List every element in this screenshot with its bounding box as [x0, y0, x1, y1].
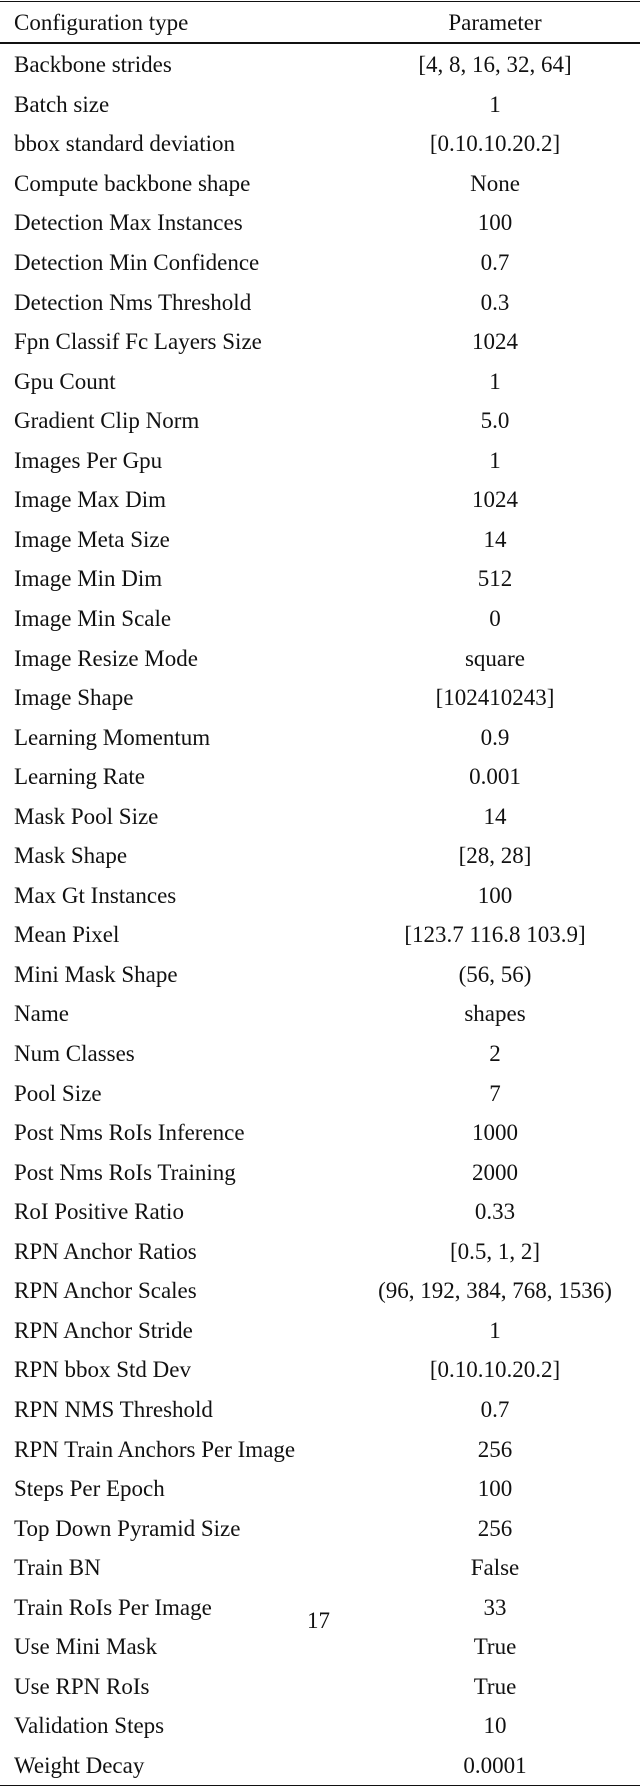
table-row	[0, 1707, 640, 1747]
parameter-cell: 33	[483, 1594, 507, 1620]
table-row	[0, 1548, 640, 1588]
parameter-cell: 0	[489, 605, 501, 631]
table-row	[0, 1469, 640, 1509]
parameter-cell: 0.7	[480, 250, 510, 276]
table-row	[0, 1390, 640, 1430]
config-type-cell: Detection Min Confidence	[14, 250, 260, 276]
config-type-cell: Gpu Count	[14, 368, 116, 394]
table-row	[0, 639, 640, 679]
table-row	[0, 1074, 640, 1114]
table-row	[0, 797, 640, 837]
parameter-cell: 256	[477, 1515, 513, 1541]
config-type-cell: RPN Train Anchors Per Image	[14, 1436, 296, 1462]
table-row	[0, 560, 640, 600]
parameter-cell: 100	[477, 882, 513, 908]
table-row	[0, 718, 640, 758]
parameter-cell: [4, 8, 16, 32, 64]	[418, 52, 572, 78]
table-row	[0, 243, 640, 283]
table-row	[0, 1667, 640, 1707]
table-row	[0, 916, 640, 956]
config-type-cell: Compute backbone shape	[14, 170, 251, 196]
parameter-cell: [0.5, 1, 2]	[449, 1238, 541, 1264]
header-parameter: Parameter	[448, 10, 542, 35]
parameter-cell: 1	[489, 91, 501, 117]
parameter-cell: 100	[477, 210, 513, 236]
parameter-cell: 0.7	[480, 1396, 510, 1422]
config-type-cell: bbox standard deviation	[14, 131, 236, 157]
config-type-cell: Post Nms RoIs Inference	[14, 1120, 245, 1146]
config-type-cell: Top Down Pyramid Size	[14, 1515, 241, 1541]
table-row	[0, 322, 640, 362]
parameter-cell: 0.0001	[463, 1752, 527, 1778]
config-type-cell: RPN Anchor Stride	[14, 1317, 193, 1343]
config-type-cell: RPN bbox Std Dev	[14, 1357, 191, 1383]
parameter-cell: 1	[489, 368, 501, 394]
parameter-cell: 10	[483, 1713, 507, 1739]
config-type-cell: Detection Max Instances	[14, 210, 243, 236]
table-row	[0, 85, 640, 125]
parameter-cell: 1024	[472, 329, 518, 355]
parameter-cell: 14	[483, 526, 507, 552]
config-type-cell: Post Nms RoIs Training	[14, 1159, 236, 1185]
table-row	[0, 678, 640, 718]
parameter-cell: square	[464, 645, 526, 671]
parameter-cell: 100	[477, 1476, 513, 1502]
config-type-cell: Learning Momentum	[14, 724, 211, 750]
parameter-cell: 2	[489, 1041, 501, 1067]
parameter-cell: 0.33	[474, 1199, 516, 1225]
table-header	[0, 4, 640, 42]
parameter-cell: 1000	[472, 1120, 518, 1146]
parameter-cell: 512	[477, 566, 513, 592]
table-row	[0, 125, 640, 165]
config-type-cell: Weight Decay	[14, 1752, 145, 1778]
config-type-cell: Mini Mask Shape	[14, 961, 178, 987]
config-type-cell: Steps Per Epoch	[14, 1476, 165, 1502]
parameter-cell: [0.10.10.20.2]	[429, 131, 561, 157]
config-type-cell: Mask Pool Size	[14, 803, 159, 829]
header-configuration-type: Configuration type	[14, 10, 189, 35]
table-row	[0, 520, 640, 560]
config-type-cell: Image Resize Mode	[14, 645, 198, 671]
config-type-cell: RPN Anchor Ratios	[14, 1238, 197, 1264]
config-type-cell: Images Per Gpu	[14, 447, 163, 473]
table-row	[0, 481, 640, 521]
config-type-cell: Pool Size	[14, 1080, 102, 1106]
table-row	[0, 1430, 640, 1470]
header-rule	[0, 42, 640, 44]
table-row	[0, 599, 640, 639]
parameter-cell: 5.0	[480, 408, 510, 434]
table-row	[0, 1311, 640, 1351]
config-type-cell: Detection Nms Threshold	[14, 289, 252, 315]
config-type-cell: Train RoIs Per Image	[14, 1594, 212, 1620]
parameter-cell: None	[470, 170, 520, 196]
config-type-cell: Image Min Dim	[14, 566, 163, 592]
parameter-cell: 1	[489, 447, 501, 473]
parameter-cell: 0.3	[480, 289, 510, 315]
config-type-cell: Learning Rate	[14, 764, 145, 790]
parameter-cell: [28, 28]	[458, 843, 532, 869]
table-row	[0, 46, 640, 86]
parameter-cell: shapes	[464, 1001, 526, 1027]
parameter-cell: 7	[489, 1080, 501, 1106]
table-row	[0, 955, 640, 995]
config-type-cell: Train BN	[14, 1555, 101, 1581]
table-row	[0, 441, 640, 481]
table-row	[0, 401, 640, 441]
table-row	[0, 995, 640, 1035]
config-type-cell: Mask Shape	[14, 843, 128, 869]
table-row	[0, 283, 640, 323]
parameter-cell: [102410243]	[435, 685, 555, 711]
config-type-cell: Image Max Dim	[14, 487, 167, 513]
config-type-cell: Max Gt Instances	[14, 882, 177, 908]
table-row	[0, 1034, 640, 1074]
table-row	[0, 1746, 640, 1786]
config-type-cell: Backbone strides	[14, 52, 172, 78]
config-type-cell: Fpn Classif Fc Layers Size	[14, 329, 262, 355]
parameter-cell: 1024	[472, 487, 518, 513]
config-type-cell: RoI Positive Ratio	[14, 1199, 184, 1225]
parameter-cell: False	[470, 1555, 520, 1581]
table-row	[0, 757, 640, 797]
parameter-cell: 1	[489, 1317, 501, 1343]
table-row	[0, 164, 640, 204]
parameter-cell: (56, 56)	[458, 961, 532, 987]
table-row	[0, 362, 640, 402]
config-type-cell: Validation Steps	[14, 1713, 165, 1739]
parameter-cell: (96, 192, 384, 768, 1536)	[378, 1278, 612, 1304]
table-bottom-rule	[0, 1785, 640, 1786]
table-row	[0, 1509, 640, 1549]
parameter-cell: 2000	[472, 1159, 518, 1185]
table-row	[0, 204, 640, 244]
parameter-cell: True	[473, 1634, 517, 1660]
parameter-cell: 256	[477, 1436, 513, 1462]
table-row	[0, 1192, 640, 1232]
table-row	[0, 1153, 640, 1193]
config-type-cell: Use RPN RoIs	[14, 1673, 150, 1699]
config-type-cell: Gradient Clip Norm	[14, 408, 200, 434]
config-type-cell: Image Min Scale	[14, 605, 172, 631]
config-type-cell: Use Mini Mask	[14, 1634, 158, 1660]
parameter-cell: True	[473, 1673, 517, 1699]
table-row	[0, 876, 640, 916]
parameter-cell: 14	[483, 803, 507, 829]
config-type-cell: Num Classes	[14, 1041, 135, 1067]
config-type-cell: Image Shape	[14, 685, 134, 711]
config-type-cell: Name	[14, 1001, 69, 1027]
table-row	[0, 1351, 640, 1391]
parameter-cell: [0.10.10.20.2]	[429, 1357, 561, 1383]
table-row	[0, 1232, 640, 1272]
config-type-cell: Mean Pixel	[14, 922, 120, 948]
page-number: 17	[307, 1608, 330, 1633]
table-row	[0, 837, 640, 877]
parameter-cell: [123.7 116.8 103.9]	[404, 922, 586, 948]
table-top-rule	[0, 1, 640, 2]
parameter-cell: 0.9	[480, 724, 510, 750]
table-row	[0, 1113, 640, 1153]
config-type-cell: Image Meta Size	[14, 526, 170, 552]
config-type-cell: RPN NMS Threshold	[14, 1396, 213, 1422]
parameter-cell: 0.001	[469, 764, 521, 790]
config-type-cell: Batch size	[14, 91, 110, 117]
table-row	[0, 1272, 640, 1312]
config-type-cell: RPN Anchor Scales	[14, 1278, 197, 1304]
